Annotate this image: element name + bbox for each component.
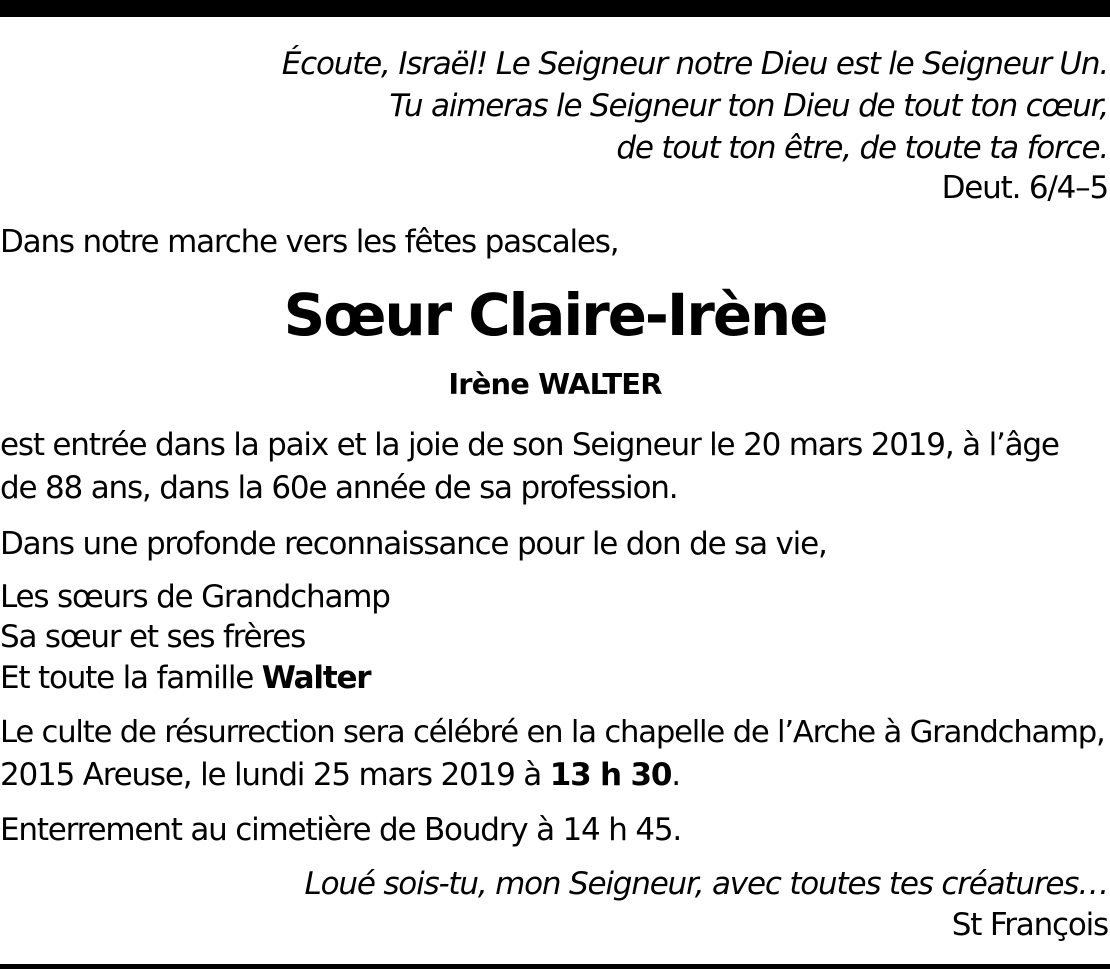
deceased-name: Sœur Claire-Irène — [283, 281, 827, 349]
family-line-2: Sa sœur et ses frères — [0, 619, 306, 655]
gratitude-text: Dans une profonde reconnaissance pour le don de sa vie, — [0, 526, 827, 562]
family-line-3 — [0, 658, 370, 698]
burial-text: Enterrement au cimetière de Boudry à 14 h 45. — [0, 812, 682, 848]
announcement-line-2: de 88 ans, dans la 60e année de sa profession. — [0, 470, 678, 506]
family-name: Walter — [261, 660, 371, 696]
service-line-2 — [0, 755, 680, 795]
service-line-2-suffix: . — [671, 757, 680, 793]
service-line-1: Le culte de résurrection sera célébré en la chapelle de l’Arche à Grandchamp, — [0, 715, 1105, 750]
epigraph-line-3: de tout ton être, de toute ta force. — [616, 130, 1108, 166]
service-time: 13 h 30 — [549, 757, 672, 793]
closing-quote: Loué sois-tu, mon Seigneur, avec toutes tes créatures… — [304, 866, 1108, 902]
civil-name: Irène WALTER — [448, 367, 662, 401]
top-rule — [0, 0, 1110, 17]
family-line-3-prefix: Et toute la famille — [0, 660, 262, 696]
service-line-2-prefix: 2015 Areuse, le lundi 25 mars 2019 à — [0, 757, 550, 793]
epigraph-line-2: Tu aimeras le Seigneur ton Dieu de tout ton cœur, — [389, 88, 1108, 124]
epigraph-line-1: Écoute, Israël! Le Seigneur notre Dieu est le Seigneur Un. — [281, 46, 1108, 82]
intro-text: Dans notre marche vers les fêtes pascales, — [0, 224, 619, 260]
epigraph-reference: Deut. 6/4–5 — [941, 170, 1108, 206]
announcement-line-1: est entrée dans la paix et la joie de son Seigneur le 20 mars 2019, à l’âge — [0, 427, 1059, 463]
family-line-1: Les sœurs de Grandchamp — [0, 579, 390, 615]
bottom-rule — [0, 964, 1110, 969]
closing-attribution: St François — [951, 907, 1108, 943]
